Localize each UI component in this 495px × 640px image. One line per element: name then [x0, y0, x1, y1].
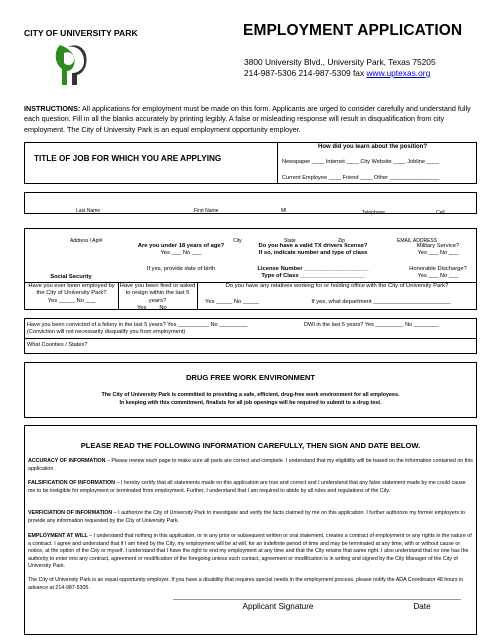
cell-label: Cell [436, 210, 445, 216]
counties-label[interactable]: What Counties / States? [27, 342, 88, 348]
falsification-text: – I hereby certify that all statements made on this application are true and correct and I understand that any false statement made by me could cause me to be ineligible for employment or terminated from employment. Further, I understand that I am required to abide by all rules and regulations of the City. [28, 480, 466, 494]
mi-label: MI [281, 208, 287, 214]
discharge-answer[interactable]: Yes ___ No ___ [417, 273, 459, 280]
divider [24, 338, 477, 339]
ada-paragraph: The City of University Park is an equal opportunity employer. If you have a disability that requires special needs in the employment process, please notify the ADA Coordinator 48 hours in advance at 214-987-5305. [28, 577, 464, 591]
last-name-label: Last Name [76, 208, 101, 214]
felony-question [27, 322, 247, 336]
instructions-label: INSTRUCTIONS: [24, 104, 81, 113]
license-question-text: Do you have a valid TX drivers license? [258, 243, 368, 249]
address-block [244, 57, 436, 79]
signature-line[interactable] [173, 599, 383, 600]
employed-question-text: Have you ever been employed by the City of University Park? [28, 283, 115, 297]
drug-free-text [24, 391, 477, 407]
age-answer[interactable]: Yes ___ No ___ [160, 250, 202, 257]
discharge-question-text: Honorable Discharge? [409, 266, 467, 272]
hear-options-row2[interactable]: Current Employee ____ Friend ____ Other ________________ [282, 175, 440, 181]
verification-text: – I authorize the City of University Park to investigate and verify the facts claimed by me on this application. I further authorize my former employers to provide any information requested by the City of University Park. [28, 510, 465, 524]
license-number[interactable] [240, 266, 386, 281]
accuracy-label: ACCURACY OF INFORMATION [28, 458, 106, 464]
applicant-signature-label: Applicant Signature [242, 602, 314, 611]
hear-options-row1[interactable]: Newspaper ____ Internet ____ City Website ____ Jobline ____ [282, 159, 439, 165]
agreement-heading: PLEASE READ THE FOLLOWING INFORMATION CAREFULLY, THEN SIGN AND DATE BELOW. [80, 441, 421, 450]
drug-free-line1: The City of University Park is committed to providing a safe, efficient, drug-free work environment for all employees. [101, 392, 400, 398]
org-name: CITY OF UNIVERSITY PARK [24, 28, 138, 38]
drug-free-line2: In keeping with this commitment, finalists for all job openings will be required to submit to a drug test. [119, 400, 382, 406]
discharge-question [400, 266, 476, 281]
hear-about-box [277, 142, 478, 184]
date-line[interactable] [383, 599, 461, 600]
dob-question[interactable]: If yes, provide date of birth [146, 266, 216, 272]
state-label: State [284, 238, 296, 244]
verification-label: VERFICIATION OF INFORMATION [28, 510, 113, 516]
falsification-paragraph [28, 480, 473, 495]
military-question-text: Military Service? [416, 243, 460, 249]
employed-question [25, 283, 118, 305]
address-line: 3800 University Blvd., University Park, Texas 75205 [244, 57, 436, 67]
ssn-label[interactable]: Social Security [50, 274, 92, 280]
employed-answer[interactable]: Yes _____ No ___ [47, 297, 96, 304]
license-number-field[interactable]: License Number ____________________ [257, 266, 369, 272]
accuracy-paragraph [28, 458, 473, 473]
dwi-question[interactable]: DWI in the last 5 years? Yes _________ No ________ [304, 322, 439, 328]
job-title-label: TITLE OF JOB FOR WHICH YOU ARE APPLYING [34, 154, 222, 163]
accuracy-text: – Please review each page to make sure all parts are correct and complete. I understand that my eligibility will be based on the information contained on this application. [28, 458, 473, 472]
instructions [24, 104, 474, 135]
fired-answer[interactable]: Yes ___ No ___ [136, 304, 179, 311]
city-logo [52, 41, 88, 89]
verification-paragraph [28, 510, 473, 525]
first-name-label: First Name [194, 208, 219, 214]
fired-question [118, 283, 197, 312]
atwill-text: – I understand that nothing in this application, or in any prior or subsequent written or oral statement, creates a contract of employment or any rights in the nature of a contract. I agree and understand that if I am hired by the City, my employment will be at will, for an indefinite period of time and may be terminated at any time, with or without cause or notice, at the option of the City or myself. I understand that I have the right to end my employment at any time and that the City retains that same right. I also understand that no one has the authority to enter into any contract, agreement or modification of the foregoing unless such contact, agreement or modification is in writing and signed by the City Manager of the City of University Park. [28, 533, 472, 570]
felony-question-text[interactable]: Have you been convicted of a felony in the last 5 years? Yes __________ No _________ [27, 322, 248, 328]
instructions-text: All applications for employment must be made on this form. Applicants are urged to consider carefully and understand fully each question. Fill in all the blanks accurately by printing legibly. A false or misleading response will result in disqualification from city employment. The City of University Park is an equal employment opportunity employer. [24, 104, 471, 134]
atwill-label: EMPLOYMENT AT WILL [28, 533, 88, 539]
falsification-label: FALSIFICATION OF INFORMATION [28, 480, 115, 486]
telephone-label: Telephone [362, 210, 386, 216]
relatives-question: Do you have any relatives working for or holding office with the City of University Park? [225, 283, 449, 289]
license-question [240, 243, 386, 258]
date-label: Date [413, 602, 431, 611]
hear-question: How did you learn about the position? [318, 144, 427, 150]
relatives-answer[interactable]: Yes _____ No _____ [205, 299, 259, 305]
felony-note: (Conviction will not necessarily disqualify you from employment) [27, 329, 186, 335]
contact-line [244, 68, 436, 79]
military-question [400, 243, 476, 258]
email-label: EMAIL ADDRESS [397, 238, 438, 244]
license-type-field[interactable]: Type of Class ____________________ [261, 273, 365, 280]
website-link[interactable]: www.uptexas.org [366, 68, 431, 78]
license-note: If so, indicate number and type of class [258, 250, 368, 257]
fired-question-text: Have you been fired or asked to resign within the last 5 years? [119, 283, 196, 304]
phone-line: 214-987-5306 214-987-5309 fax [244, 68, 365, 78]
form-title: EMPLOYMENT APPLICATION [243, 22, 463, 39]
drug-free-box [24, 362, 477, 418]
drug-free-title: DRUG FREE WORK ENVIRONMENT [185, 373, 316, 382]
relatives-department[interactable]: If yes, what department ________________________ [311, 299, 451, 305]
city-label: City [233, 238, 242, 244]
age-question [118, 243, 244, 258]
address-label: Address / Apt# [70, 238, 103, 244]
age-question-text: Are you under 18 years of age? [137, 243, 225, 249]
zip-label: Zip [338, 238, 345, 244]
military-answer[interactable]: Yes ___ No ___ [417, 250, 459, 257]
atwill-paragraph [28, 533, 473, 571]
